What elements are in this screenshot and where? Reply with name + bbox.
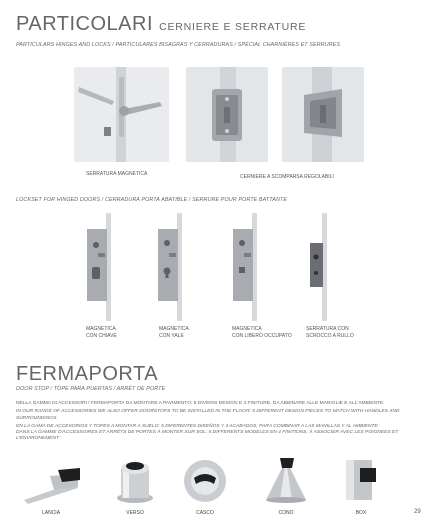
doorstop-label-lancia: LANCIA <box>41 510 61 516</box>
lock-free-occupied-image <box>230 213 264 321</box>
paragraph-it: NELLA GAMMA DI ACCESSORI I FERMAPORTA DA MONTARE A PAVIMENTO: 5 DIVERSI DESIGN E 4 FINITURE, DA ABBINARE ALLE MANIGLIE E ALL'AMBIENTE. <box>16 401 385 406</box>
page-subtitle: PARTICULARS HINGES AND LOCKS / PARTICULARES BISAGRAS Y CERRADURAS / SPÉCIAL CHARNIÈRES ET SERRURES <box>16 42 341 48</box>
hinge-caption-right: CERNIERE A SCOMPARSA REGOLABILI <box>240 174 334 180</box>
lockset-heading: LOCKSET FOR HINGED DOORS / CERRADURA PORTA ABATIBLE / SERRURE POUR PORTE BATTANTE <box>16 197 288 203</box>
lock-key-image <box>84 213 118 321</box>
magnetic-lock-photo <box>74 67 169 162</box>
doorstop-lancia-image <box>20 460 82 504</box>
lock-roller-latch-image <box>302 213 336 321</box>
page-number: 29 <box>414 509 421 515</box>
doorstop-description <box>16 401 426 443</box>
lock-yale-image <box>155 213 189 321</box>
paragraph-es: EN LA GAMA DE ACCESORIOS Y TOPES A MONTAR A SUELO: 5 DIFERENTES DISEÑOS Y 4 ACABADOS, PARA COMBINAR A LAS MANILLAS Y AL AMBIENTE <box>16 423 378 429</box>
doorstop-subtitle: DOOR STOP / TOPE PARA PUERTAS / ARRÊT DE PORTE <box>16 386 166 392</box>
doorstop-label-box: BOX <box>355 510 367 516</box>
paragraph-en: IN OUR RANGE OF ACCESSORIES WE ALSO OFFER DOORSTOPS TO BE INSTALLED IN THE FLOOR: 5 DIFFERENT DESIGN PIECES TO MATCH WITH HANDLES AND SURROUNDINGS. <box>16 409 400 421</box>
doorstop-box-image <box>340 454 382 504</box>
lock-caption-3: MAGNETICA CON LIBERO OCCUPATO <box>232 326 292 339</box>
title-small: CERNIERE E SERRATURE <box>159 21 307 33</box>
doorstop-label-casco: CASCO <box>196 510 214 516</box>
doorstop-verso-image <box>112 454 158 504</box>
hinge-caption-left: SERRATURA MAGNETICA <box>86 171 148 177</box>
doorstop-label-cono: CONO <box>278 510 294 516</box>
lock-caption-1: MAGNETICA CON CHIAVE <box>86 326 117 339</box>
doorstop-title: FERMAPORTA <box>16 363 159 385</box>
concealed-hinge-photo-2 <box>282 67 364 162</box>
lock-caption-2: MAGNETICA CON YALE <box>159 326 189 339</box>
title-main: PARTICOLARI <box>16 13 154 35</box>
lock-caption-4: SERRATURA CON SCROCCO A RULLO <box>306 326 354 339</box>
paragraph-fr: DANS LA GAMME D'ACCESSOIRES ET ARRÊTS DE PORTES À MONTER SUR SOL: 5 DIFFERENTS MODELES EN 4 FINITIONS, À ASSOCIER AVEC LES POIGNEES ET L'ENVIRONEMENT <box>16 430 399 442</box>
doorstop-casco-image <box>180 456 230 504</box>
page-title <box>16 13 306 36</box>
doorstop-label-verso: VERSO <box>126 510 144 516</box>
concealed-hinge-photo-1 <box>186 67 268 162</box>
doorstop-cono-image <box>262 452 310 504</box>
